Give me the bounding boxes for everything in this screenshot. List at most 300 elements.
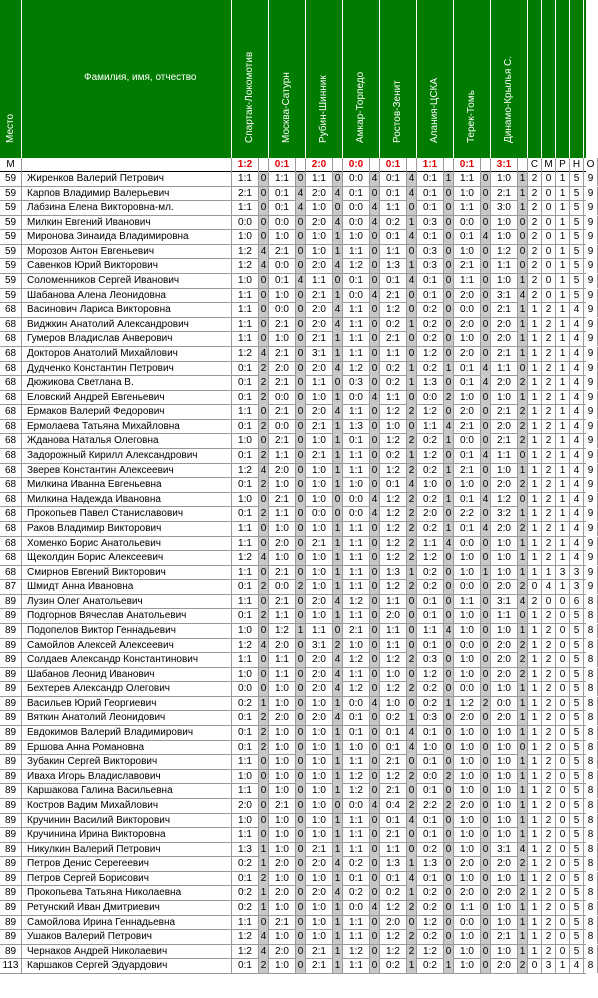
points-cell: 0 (296, 697, 306, 711)
actual-score: 1:1 (417, 158, 444, 172)
points-cell: 4 (333, 303, 343, 317)
prediction-cell: 1:0 (269, 726, 296, 740)
stat-cell: 1 (528, 405, 542, 419)
stat-cell: 1 (556, 332, 570, 346)
points-cell: 0 (333, 624, 343, 638)
table-row (0, 464, 594, 479)
points-cell: 0 (370, 653, 380, 667)
stat-cell: 2 (528, 245, 542, 259)
stat-cell: 5 (570, 274, 584, 288)
points-cell: 1 (296, 624, 306, 638)
table-row (0, 741, 594, 756)
place-cell: 89 (0, 886, 22, 900)
prediction-cell: 1:1 (232, 566, 259, 580)
place-cell: 89 (0, 653, 22, 667)
stat-cell: 2 (542, 741, 556, 755)
prediction-cell: 2:1 (269, 595, 296, 609)
points-cell: 0 (444, 332, 454, 346)
prediction-cell: 0:3 (417, 245, 444, 259)
points-cell: 0 (481, 172, 491, 186)
points-cell: 4 (333, 216, 343, 230)
points-cell: 4 (296, 187, 306, 201)
prediction-cell: 1:0 (232, 668, 259, 682)
stat-cell: 1 (556, 507, 570, 521)
prediction-cell: 2:2 (417, 799, 444, 813)
points-cell: 0 (370, 420, 380, 434)
stat-cell: 1 (528, 624, 542, 638)
actual-score-spacer (333, 158, 343, 172)
prediction-cell: 1:0 (491, 230, 518, 244)
prediction-cell: 0:2 (380, 959, 407, 973)
name-cell: Шмидт Анна Ивановна (22, 580, 232, 594)
prediction-cell: 1:0 (232, 814, 259, 828)
prediction-cell: 1:1 (232, 916, 259, 930)
prediction-cell: 1:0 (232, 434, 259, 448)
points-cell: 0 (481, 916, 491, 930)
points-cell: 1 (444, 464, 454, 478)
points-cell: 2 (407, 464, 417, 478)
points-cell: 0 (259, 289, 269, 303)
points-cell: 0 (296, 682, 306, 696)
stat-cell: 1 (528, 362, 542, 376)
points-cell: 1 (333, 332, 343, 346)
prediction-cell: 1:3 (343, 420, 370, 434)
prediction-cell: 1:1 (454, 201, 481, 215)
points-cell: 2 (407, 799, 417, 813)
stat-cell: 2 (542, 828, 556, 842)
table-row (0, 697, 594, 712)
points-cell: 0 (444, 857, 454, 871)
name-cell: Ушаков Валерий Петрович (22, 930, 232, 944)
points-cell: 0 (444, 551, 454, 565)
points-cell: 0 (481, 216, 491, 230)
points-cell: 0 (296, 872, 306, 886)
prediction-cell: 1:1 (343, 916, 370, 930)
prediction-cell: 0:1 (232, 507, 259, 521)
prediction-cell: 1:2 (269, 624, 296, 638)
stat-cell: 1 (556, 187, 570, 201)
prediction-cell: 2:0 (306, 405, 333, 419)
prediction-cell: 0:1 (232, 711, 259, 725)
prediction-cell: 1:0 (491, 726, 518, 740)
points-cell: 0 (296, 566, 306, 580)
prediction-cell: 1:2 (417, 916, 444, 930)
prediction-cell: 1:3 (380, 566, 407, 580)
prediction-cell: 1:1 (343, 537, 370, 551)
points-cell: 0 (444, 814, 454, 828)
place-cell: 89 (0, 843, 22, 857)
points-cell: 0 (481, 799, 491, 813)
prediction-cell: 1:0 (232, 274, 259, 288)
name-cell: Самойлов Алексей Алексеевич (22, 639, 232, 653)
prediction-cell: 1:1 (269, 449, 296, 463)
prediction-cell: 0:2 (417, 318, 444, 332)
points-cell: 1 (518, 770, 528, 784)
points-cell: 1 (333, 449, 343, 463)
points-cell: 1 (407, 318, 417, 332)
match-header-cell (343, 0, 380, 158)
place-cell: 68 (0, 478, 22, 492)
stat-cell: 0 (556, 639, 570, 653)
points-cell: 4 (259, 245, 269, 259)
prediction-cell: 1:2 (343, 784, 370, 798)
prediction-cell: 1:0 (454, 551, 481, 565)
prediction-cell: 1:0 (269, 930, 296, 944)
actual-score-spacer (407, 158, 417, 172)
points-cell: 0 (481, 609, 491, 623)
points-cell: 0 (407, 201, 417, 215)
stat-cell: 0 (528, 959, 542, 973)
points-cell: 0 (444, 580, 454, 594)
points-cell: 0 (296, 507, 306, 521)
points-cell: 4 (333, 886, 343, 900)
stat-cell: 2 (542, 843, 556, 857)
place-cell: 89 (0, 872, 22, 886)
prediction-cell: 0:2 (417, 332, 444, 346)
stat-cell: 5 (570, 201, 584, 215)
points-cell: 0 (370, 478, 380, 492)
points-cell: 1 (518, 814, 528, 828)
prediction-cell: 2:0 (454, 405, 481, 419)
points-cell: 0 (333, 201, 343, 215)
stat-cell: 2 (542, 376, 556, 390)
stat-cell: 2 (542, 653, 556, 667)
points-cell: 0 (370, 784, 380, 798)
stat-cell: 9 (584, 537, 598, 551)
prediction-cell: 0:1 (417, 172, 444, 186)
prediction-cell: 1:0 (491, 755, 518, 769)
points-cell: 0 (296, 901, 306, 915)
prediction-cell: 0:0 (343, 507, 370, 521)
table-row (0, 726, 594, 741)
points-cell: 4 (407, 274, 417, 288)
prediction-cell: 1:0 (306, 201, 333, 215)
points-cell: 2 (518, 857, 528, 871)
stat-cell: 8 (584, 624, 598, 638)
prediction-cell: 0:0 (269, 420, 296, 434)
table-row (0, 230, 594, 245)
stat-cell: 1 (528, 697, 542, 711)
points-cell: 0 (259, 434, 269, 448)
stat-cell: 5 (570, 639, 584, 653)
stat-cell: 0 (556, 872, 570, 886)
points-cell: 0 (370, 639, 380, 653)
points-cell: 0 (481, 478, 491, 492)
points-cell: 4 (481, 230, 491, 244)
stat-cell: 0 (542, 216, 556, 230)
place-cell: 89 (0, 741, 22, 755)
prediction-cell: 1:0 (491, 828, 518, 842)
stat-cell: 5 (570, 741, 584, 755)
stat-cell: 8 (584, 609, 598, 623)
stat-cell: 2 (542, 507, 556, 521)
place-cell: 68 (0, 449, 22, 463)
stat-cell: 1 (528, 566, 542, 580)
prediction-cell: 1:1 (343, 347, 370, 361)
points-cell: 0 (481, 289, 491, 303)
prediction-cell: 1:0 (491, 682, 518, 696)
prediction-cell: 1:0 (269, 522, 296, 536)
name-cell: Смирнов Евгений Викторович (22, 566, 232, 580)
prediction-cell: 0:1 (343, 274, 370, 288)
prediction-cell: 0:2 (232, 901, 259, 915)
prediction-cell: 2:0 (269, 464, 296, 478)
stat-cell: 5 (570, 697, 584, 711)
prediction-cell: 1:0 (380, 420, 407, 434)
name-cell: Ермолаева Татьяна Михайловна (22, 420, 232, 434)
table-row (0, 711, 594, 726)
place-cell: 68 (0, 347, 22, 361)
points-cell: 0 (481, 245, 491, 259)
stat-cell: 1 (528, 901, 542, 915)
prediction-cell: 0:1 (454, 449, 481, 463)
stat-cell: 5 (570, 814, 584, 828)
prediction-cell: 0:2 (417, 697, 444, 711)
prediction-cell: 2:0 (491, 959, 518, 973)
stat-cell: 2 (528, 172, 542, 186)
stat-cell: 1 (556, 289, 570, 303)
prediction-cell: 1:1 (232, 784, 259, 798)
prediction-cell: 0:1 (232, 609, 259, 623)
points-cell: 1 (518, 303, 528, 317)
stat-cell: 9 (584, 507, 598, 521)
prediction-cell: 0:1 (417, 726, 444, 740)
stat-cell: 1 (556, 464, 570, 478)
name-cell: Каршакова Галина Васильевна (22, 784, 232, 798)
prediction-cell: 1:1 (232, 201, 259, 215)
prediction-cell: 1:0 (269, 289, 296, 303)
points-cell: 0 (444, 318, 454, 332)
prediction-cell: 1:0 (269, 332, 296, 346)
prediction-cell: 0:0 (269, 216, 296, 230)
match-header-cell (454, 0, 491, 158)
prediction-cell: 2:0 (491, 332, 518, 346)
stat-cell: 2 (542, 770, 556, 784)
stat-cell: 1 (528, 755, 542, 769)
place-cell: 68 (0, 464, 22, 478)
points-cell: 0 (481, 580, 491, 594)
table-row (0, 245, 594, 260)
name-cell: Докторов Анатолий Михайлович (22, 347, 232, 361)
prediction-cell: 0:1 (417, 274, 444, 288)
stat-cell: 0 (556, 697, 570, 711)
stat-cell: 9 (584, 522, 598, 536)
points-cell: 0 (481, 930, 491, 944)
prediction-cell: 1:1 (232, 332, 259, 346)
points-cell: 1 (333, 420, 343, 434)
points-cell: 0 (407, 595, 417, 609)
prediction-cell: 0:0 (454, 537, 481, 551)
prediction-cell: 1:1 (343, 332, 370, 346)
prediction-cell: 1:2 (380, 770, 407, 784)
prediction-cell: 0:1 (343, 711, 370, 725)
prediction-cell: 1:0 (491, 274, 518, 288)
prediction-cell: 2:0 (269, 537, 296, 551)
points-cell: 1 (333, 580, 343, 594)
prediction-cell: 1:0 (454, 332, 481, 346)
points-cell: 1 (407, 566, 417, 580)
prediction-cell: 1:0 (343, 478, 370, 492)
points-cell: 1 (444, 697, 454, 711)
stat-cell: 0 (556, 843, 570, 857)
prediction-cell: 2:0 (491, 420, 518, 434)
prediction-cell: 1:0 (491, 799, 518, 813)
prediction-cell: 0:0 (269, 303, 296, 317)
points-cell: 1 (518, 697, 528, 711)
place-cell: 89 (0, 624, 22, 638)
stat-cell: 2 (542, 362, 556, 376)
prediction-cell: 2:0 (491, 653, 518, 667)
table-row (0, 682, 594, 697)
prediction-cell: 1:0 (306, 434, 333, 448)
points-cell: 0 (518, 245, 528, 259)
prediction-cell: 0:0 (454, 916, 481, 930)
stat-cell: 5 (570, 886, 584, 900)
prediction-cell: 0:1 (269, 201, 296, 215)
stat-cell: 2 (528, 216, 542, 230)
prediction-cell: 3:1 (306, 639, 333, 653)
stat-cell: 4 (570, 347, 584, 361)
table-row (0, 303, 594, 318)
prediction-cell: 0:1 (232, 726, 259, 740)
points-cell: 0 (370, 318, 380, 332)
stat-cell: 1 (528, 493, 542, 507)
table-row (0, 201, 594, 216)
points-cell: 2 (259, 959, 269, 973)
stat-cell: 1 (556, 449, 570, 463)
prediction-cell: 2:0 (269, 639, 296, 653)
prediction-cell: 1:0 (306, 697, 333, 711)
stat-cell: 2 (528, 595, 542, 609)
prediction-cell: 1:2 (380, 930, 407, 944)
stat-cell: 2 (542, 784, 556, 798)
stat-cell: 1 (556, 420, 570, 434)
points-cell: 0 (259, 916, 269, 930)
points-cell: 0 (259, 770, 269, 784)
points-cell: 0 (370, 187, 380, 201)
stat-header-cell (528, 0, 542, 158)
prediction-cell: 1:1 (343, 668, 370, 682)
stat-cell: 2 (542, 537, 556, 551)
points-cell: 0 (407, 332, 417, 346)
match-header: Спартак-Локомотив (244, 51, 255, 143)
stat-cell: 2 (542, 609, 556, 623)
points-cell: 1 (333, 230, 343, 244)
points-cell: 1 (333, 755, 343, 769)
table-row (0, 886, 594, 901)
stat-label: Р (556, 158, 570, 172)
prediction-cell: 1:1 (269, 609, 296, 623)
prediction-cell: 1:0 (454, 945, 481, 959)
match-header-cell (306, 0, 343, 158)
points-cell: 1 (518, 464, 528, 478)
stat-cell: 8 (584, 814, 598, 828)
name-cell: Задорожный Кирилл Александрович (22, 449, 232, 463)
prediction-cell: 0:2 (417, 580, 444, 594)
stat-cell: 5 (570, 857, 584, 871)
prediction-cell: 1:0 (454, 930, 481, 944)
prediction-cell: 1:2 (232, 930, 259, 944)
stat-cell: 8 (584, 959, 598, 973)
prediction-cell: 1:1 (380, 347, 407, 361)
prediction-cell: 0:1 (380, 478, 407, 492)
stat-cell: 8 (584, 726, 598, 740)
prediction-cell: 1:2 (417, 551, 444, 565)
prediction-cell: 0:0 (343, 391, 370, 405)
place-cell: 68 (0, 551, 22, 565)
prediction-cell: 2:0 (269, 886, 296, 900)
prediction-cell: 2:0 (269, 711, 296, 725)
points-cell: 0 (444, 478, 454, 492)
stat-cell: 0 (556, 886, 570, 900)
points-cell: 4 (444, 624, 454, 638)
points-cell: 0 (370, 872, 380, 886)
stat-cell: 0 (556, 668, 570, 682)
name-header-cell (22, 0, 232, 158)
stat-cell: 0 (556, 930, 570, 944)
prediction-cell: 2:1 (269, 799, 296, 813)
prediction-cell: 2:1 (491, 187, 518, 201)
prediction-cell: 2:1 (269, 376, 296, 390)
name-header: Фамилия, имя, отчество (84, 72, 197, 83)
prediction-cell: 1:0 (491, 916, 518, 930)
prediction-cell: 2:0 (380, 609, 407, 623)
name-cell: Соломенников Сергей Иванович (22, 274, 232, 288)
prediction-cell: 2:1 (491, 434, 518, 448)
points-cell: 1 (407, 959, 417, 973)
points-cell: 1 (518, 901, 528, 915)
points-cell: 1 (518, 799, 528, 813)
stat-cell: 1 (528, 449, 542, 463)
points-cell: 2 (444, 391, 454, 405)
prediction-cell: 1:0 (306, 916, 333, 930)
points-cell: 4 (333, 362, 343, 376)
prediction-cell: 2:0 (491, 580, 518, 594)
points-cell: 0 (407, 420, 417, 434)
stat-cell: 5 (570, 682, 584, 696)
stat-cell: 9 (584, 478, 598, 492)
stat-cell: 1 (528, 945, 542, 959)
points-cell: 1 (333, 814, 343, 828)
stat-cell: 0 (556, 784, 570, 798)
stat-cell: 4 (570, 391, 584, 405)
points-cell: 4 (481, 522, 491, 536)
match-header-cell (491, 0, 528, 158)
prediction-cell: 1:0 (269, 755, 296, 769)
prediction-cell: 0:0 (343, 201, 370, 215)
prediction-cell: 2:0 (417, 507, 444, 521)
prediction-cell: 0:1 (343, 872, 370, 886)
results-row-name-cell (22, 158, 232, 172)
prediction-cell: 1:0 (269, 478, 296, 492)
points-cell: 0 (370, 711, 380, 725)
stat-cell: 6 (570, 595, 584, 609)
points-cell: 1 (407, 857, 417, 871)
name-cell: Вяткин Анатолий Леонидович (22, 711, 232, 725)
prediction-cell: 1:0 (306, 726, 333, 740)
points-cell: 0 (444, 930, 454, 944)
points-cell: 0 (407, 609, 417, 623)
points-cell: 0 (481, 682, 491, 696)
prediction-cell: 2:0 (269, 945, 296, 959)
points-cell: 0 (407, 828, 417, 842)
place-cell: 68 (0, 318, 22, 332)
prediction-cell: 1:1 (232, 537, 259, 551)
points-cell: 0 (370, 245, 380, 259)
points-cell: 0 (444, 639, 454, 653)
stat-cell: 1 (528, 711, 542, 725)
points-cell: 1 (518, 916, 528, 930)
